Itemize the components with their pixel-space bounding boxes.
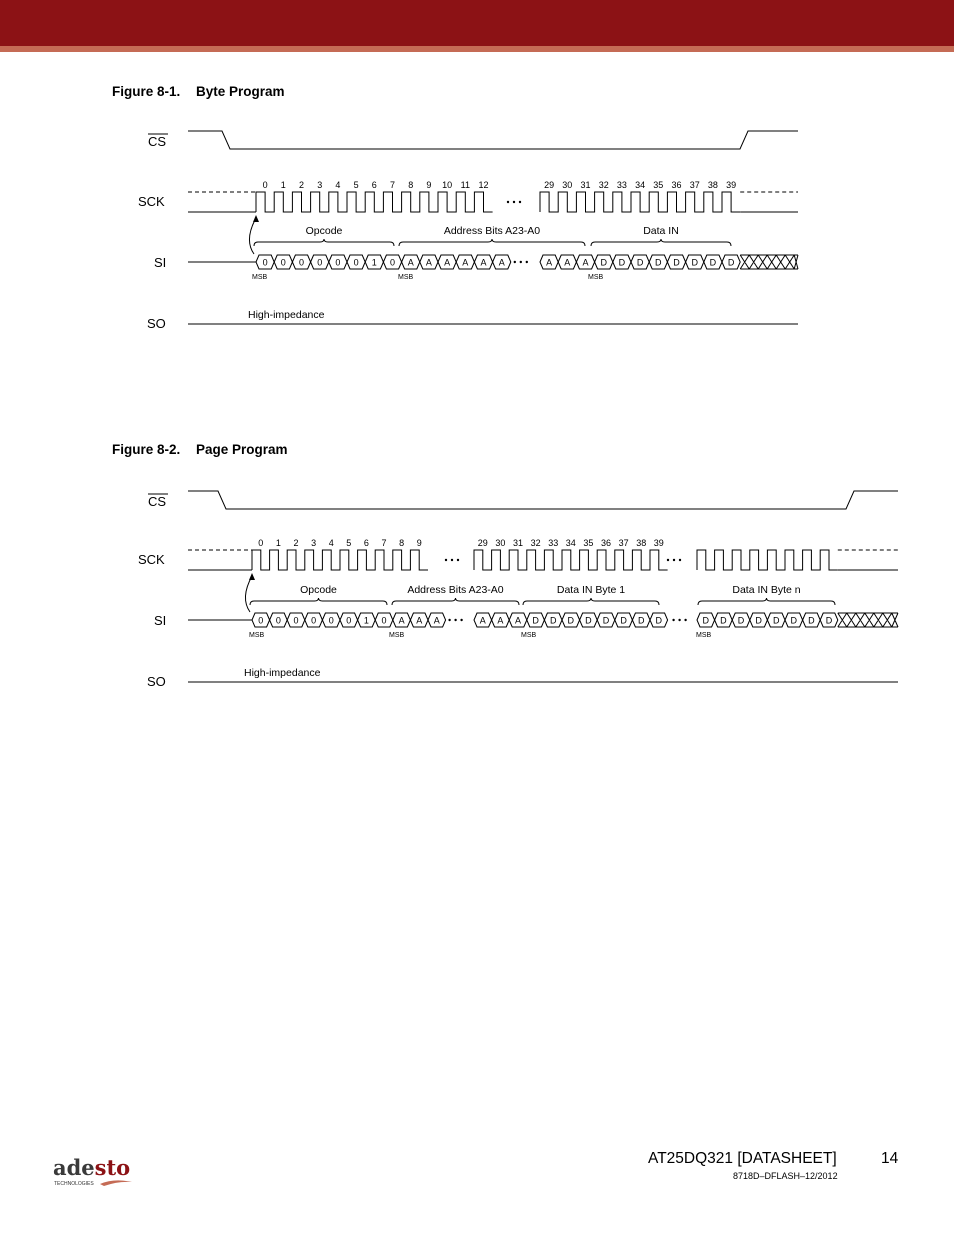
clock-number: 6: [371, 180, 377, 190]
group-brace: [250, 598, 387, 605]
edge-arrow-head: [249, 573, 255, 580]
si-bit-label: A: [497, 615, 504, 626]
svg-text:TECHNOLOGIES: TECHNOLOGIES: [54, 1181, 94, 1187]
clock-number: 4: [335, 180, 341, 190]
si-bit-label: D: [655, 615, 663, 626]
group-label: Data IN Byte n: [732, 584, 801, 596]
so-label: SO: [147, 674, 166, 689]
document-id: 8718D–DFLASH–12/2012: [733, 1171, 838, 1181]
figure-number: Figure 8-1.: [112, 84, 181, 99]
sck-continuation-dots: [451, 559, 453, 561]
so-state-label: High-impedance: [244, 667, 321, 679]
sck-label: SCK: [138, 552, 165, 567]
group-label: Opcode: [305, 225, 343, 237]
group-label: Data IN Byte 1: [556, 584, 626, 596]
clock-number: 32: [530, 538, 541, 548]
si-bit-label: 0: [389, 257, 396, 268]
clock-number: 34: [635, 180, 646, 190]
clock-number: 8: [399, 538, 405, 548]
si-bit-label: D: [532, 615, 539, 626]
sck-continuation-dots: [679, 559, 681, 561]
si-bit-label: A: [546, 257, 553, 268]
sck-pulses-c: [697, 550, 838, 570]
si-bit-label: A: [462, 257, 469, 268]
clock-number: 7: [381, 538, 387, 548]
adesto-logo: [52, 1154, 142, 1190]
si-bit-label: 0: [317, 257, 323, 268]
clock-number: 33: [548, 538, 559, 548]
si-bit-label: D: [772, 615, 780, 626]
msb-marker: MSB: [588, 274, 604, 281]
si-continuation-dots: [448, 619, 450, 621]
si-bit-label: D: [620, 615, 627, 626]
si-continuation-dots: [684, 619, 686, 621]
si-bit-label: A: [564, 257, 571, 268]
clock-number: 35: [653, 180, 664, 190]
si-bit-label: A: [398, 615, 405, 626]
cs-label: CS: [148, 134, 167, 149]
si-bit-label: A: [433, 615, 440, 626]
clock-number: 2: [298, 180, 305, 190]
clock-number: 35: [583, 538, 594, 548]
si-bit-label: A: [582, 257, 589, 268]
si-bit-label: D: [585, 615, 592, 626]
clock-number: 37: [689, 180, 700, 190]
clock-number: 11: [460, 180, 470, 190]
si-bit-label: A: [498, 257, 505, 268]
si-bit-label: A: [514, 615, 522, 626]
si-bit-label: 0: [346, 615, 352, 626]
msb-marker: MSB: [398, 274, 414, 281]
sck-continuation-dots: [445, 559, 447, 561]
figure-title: Byte Program: [196, 84, 285, 99]
group-label: Address Bits A23-A0: [443, 225, 541, 237]
si-bit-label: D: [702, 615, 710, 626]
msb-marker: MSB: [696, 632, 712, 639]
sck-pulses-a: [252, 550, 428, 570]
si-bit-label: D: [720, 615, 727, 626]
clock-number: 38: [636, 538, 647, 548]
si-continuation-dots: [460, 619, 462, 621]
si-bit-label: 0: [328, 615, 334, 626]
si-bit-label: 0: [311, 615, 317, 626]
clock-number: 31: [580, 180, 591, 190]
si-bit-label: D: [825, 615, 833, 626]
clock-number: 39: [653, 538, 664, 548]
sck-continuation-dots: [667, 559, 669, 561]
si-bit-label: D: [636, 257, 644, 268]
clock-number: 9: [416, 538, 422, 548]
si-bit-label: D: [709, 257, 717, 268]
document-title: AT25DQ321 [DATASHEET]: [648, 1150, 837, 1167]
si-bit-label: A: [480, 257, 487, 268]
so-state-label: High-impedance: [248, 309, 325, 321]
si-bit-label: 0: [275, 615, 281, 626]
clock-number: 39: [726, 180, 737, 190]
si-bit-label: D: [790, 615, 798, 626]
clock-number: 0: [258, 538, 264, 548]
group-brace: [523, 598, 659, 605]
clock-number: 1: [280, 180, 286, 190]
msb-marker: MSB: [389, 632, 405, 639]
clock-number: 0: [262, 180, 268, 190]
clock-number: 29: [477, 538, 488, 548]
sck-continuation-dots: [673, 559, 675, 561]
clock-number: 33: [616, 180, 627, 190]
cs-label: CS: [148, 494, 167, 509]
clock-number: 7: [389, 180, 396, 190]
figure-title: Page Program: [196, 442, 288, 457]
si-bit-label: A: [425, 257, 432, 268]
si-dont-care: [838, 613, 898, 627]
clock-number: 5: [353, 180, 359, 190]
group-label: Opcode: [300, 584, 337, 596]
si-bit-label: 0: [298, 257, 305, 268]
si-bit-label: D: [727, 257, 735, 268]
si-bit-label: 0: [280, 257, 286, 268]
si-bit-label: D: [655, 257, 662, 268]
si-bit-label: D: [691, 257, 698, 268]
si-bit-label: A: [479, 615, 486, 626]
si-continuation-dots: [454, 619, 456, 621]
clock-number: 29: [544, 180, 555, 190]
si-bit-label: D: [755, 615, 762, 626]
si-continuation-dots: [672, 619, 674, 621]
si-bit-label: D: [549, 615, 557, 626]
clock-number: 8: [408, 180, 414, 190]
si-bit-label: 0: [381, 615, 387, 626]
si-bit-label: 1: [363, 615, 369, 626]
si-bit-label: 0: [335, 257, 341, 268]
clock-number: 5: [346, 538, 352, 548]
clock-number: 9: [426, 180, 432, 190]
si-bit-label: D: [637, 615, 645, 626]
msb-marker: MSB: [252, 274, 268, 281]
si-bit-label: D: [618, 257, 626, 268]
si-bit-label: D: [567, 615, 575, 626]
si-bit-label: A: [444, 257, 451, 268]
cs-waveform: [188, 491, 898, 509]
si-label: SI: [154, 255, 167, 270]
si-bit-label: 0: [258, 615, 264, 626]
sck-continuation-dots: [457, 559, 459, 561]
si-bit-label: A: [416, 615, 423, 626]
clock-number: 37: [618, 538, 629, 548]
msb-marker: MSB: [521, 632, 537, 639]
si-bit-label: D: [600, 257, 607, 268]
clock-number: 3: [311, 538, 317, 548]
clock-number: 30: [495, 538, 506, 548]
si-continuation-dots: [678, 619, 680, 621]
clock-number: 12: [478, 180, 489, 190]
clock-number: 4: [328, 538, 334, 548]
sck-label: SCK: [138, 194, 165, 209]
clock-number: 32: [598, 180, 609, 190]
msb-marker: MSB: [249, 632, 265, 639]
si-label: SI: [154, 613, 167, 628]
clock-number: 6: [363, 538, 369, 548]
clock-number: 36: [600, 538, 612, 548]
clock-number: 38: [707, 180, 718, 190]
clock-number: 3: [317, 180, 323, 190]
si-bit-label: D: [673, 257, 680, 268]
group-brace: [392, 598, 519, 605]
si-bit-label: 1: [371, 257, 377, 268]
group-label: Data IN: [643, 225, 679, 237]
si-bit-label: D: [737, 615, 745, 626]
so-label: SO: [147, 316, 166, 331]
figure-number: Figure 8-2.: [112, 442, 181, 457]
si-bit-label: D: [602, 615, 610, 626]
group-brace: [698, 598, 835, 605]
si-bit-label: 0: [293, 615, 299, 626]
clock-number: 34: [565, 538, 576, 548]
page-number: 14: [881, 1150, 899, 1167]
si-bit-label: 0: [262, 257, 268, 268]
clock-number: 36: [671, 180, 682, 190]
clock-number: 2: [293, 538, 299, 548]
clock-number: 10: [442, 180, 453, 190]
si-bit-label: 0: [353, 257, 359, 268]
svg-text:adesto: adesto: [53, 1155, 131, 1180]
clock-number: 31: [512, 538, 524, 548]
clock-number: 1: [275, 538, 281, 548]
clock-number: 30: [562, 180, 573, 190]
si-bit-label: A: [407, 257, 414, 268]
sck-pulses-b: [474, 550, 668, 570]
edge-arrow-curve: [245, 576, 252, 612]
si-bit-label: D: [808, 615, 815, 626]
group-label: Address Bits A23-A0: [407, 584, 504, 596]
